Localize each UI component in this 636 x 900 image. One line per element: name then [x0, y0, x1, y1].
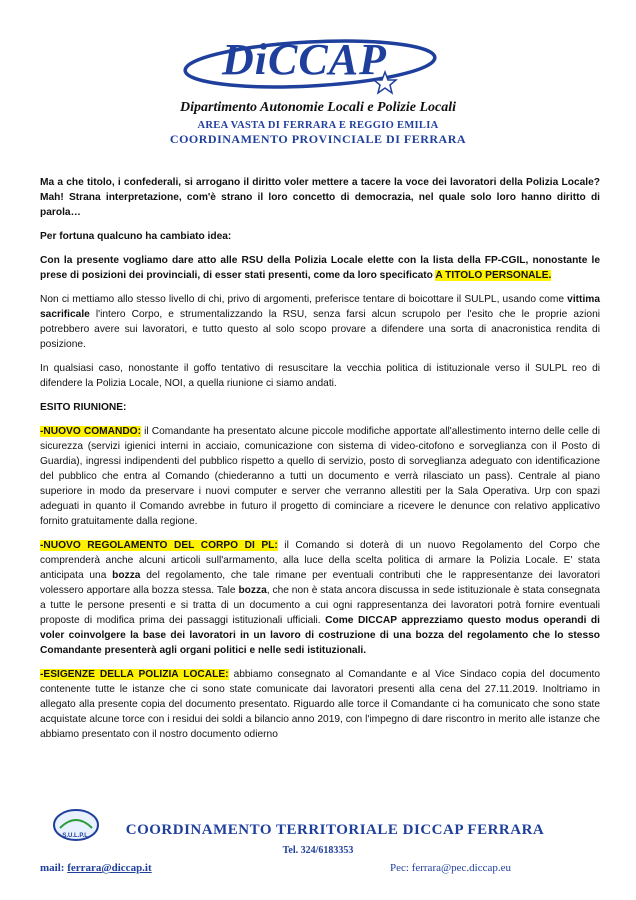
paragraph-4-emphasis: vittima sacrificale	[40, 294, 600, 320]
new-command-highlight: -NUOVO COMANDO:	[40, 426, 141, 437]
logo-text: DiCCAP	[222, 35, 387, 84]
paragraph-5: In qualsiasi caso, nonostante il goffo tentativo di resuscitare la vecchia politica di istituzionale verso il SULPL reo di difendere la Polizia Locale, NOI, a quella riunione ci siamo andati.	[40, 363, 600, 389]
police-needs-highlight: -ESIGENZE DELLA POLIZIA LOCALE:	[40, 669, 229, 680]
paragraph-2: Per fortuna qualcuno ha cambiato idea:	[40, 231, 232, 242]
sulpl-logo	[52, 806, 100, 844]
new-command-text: il Comandante ha presentato alcune piccole modifiche apportate all'allestimento interno delle celle di sicurezza (servizi igienici interni in acciaio, comunicazione con sistema di video-citofono e sorveglianza con il Posto di Guardia), ingressi indipendenti del pubblico rispetto a quello di servizio, posto di sorveglianza adeguato con identificazione del pubblico che entra al Comando (chiederanno a tutti un documento e verrà rilasciato un pass). Centrale al piano superiore in modo da preservare i nuovi computer e server che verranno allestiti per la Sala Operativa. Urp con spazi adeguati in quanto il Comando avrebbe in futuro il progetto di cominciare a ricevere le denunce con relativo applicativo fornito gratuitamente dalla regione.	[40, 426, 600, 527]
letter-body	[40, 175, 600, 751]
paragraph-4-text-a: Non ci mettiamo allo stesso livello di chi, privo di argomenti, preferisce tentare di boicottare il SULPL, usando come	[40, 294, 568, 305]
sulpl-text: S.U.L.P.L.	[62, 833, 90, 839]
footer-pec[interactable]: Pec: ferrara@pec.diccap.eu	[390, 862, 511, 874]
paragraph-police-needs	[40, 667, 600, 742]
mail-label: mail:	[40, 862, 68, 874]
new-regulation-text-a: il Comando si doterà di un nuovo Regolamento del Corpo che comprenderà anche alcuni articoli sull'armamento, alla luce della scelta politica di armare la Polizia Locale. E' stata anticipata una	[40, 540, 600, 581]
paragraph-4	[40, 292, 600, 352]
mail-link[interactable]: ferrara@diccap.it	[67, 862, 152, 874]
paragraph-4-text-c: l'intero Corpo, e strumentalizzando la RSU, senza farsi alcun scrupolo per l'esito che le proprie azioni potrebbero avere sui lavoratori, e tutto questo al solo scopo provare a difendere una sorta di anacronistica rendita di posizione.	[40, 309, 600, 350]
paragraph-1: Ma a che titolo, i confederali, si arrogano il diritto voler mettere a tacere la voce dei lavoratori della Polizia Locale? Mah! Strana interpretazione, com'è strano il loro concetto di democrazia, nel quale solo loro hanno diritto di parola…	[40, 177, 600, 218]
draft-emphasis-1: bozza	[112, 570, 141, 581]
footer-phone: Tel. 324/6183353	[282, 845, 354, 856]
new-regulation-conclusion: Come DICCAP apprezziamo questo modus operandi di voler coinvolgere la base dei lavoratori in un lavoro di costruzione di una bozza del regolamento che lo stesso Comandante presenterà agli organi politici e nelle sedi istituzionali.	[40, 615, 600, 656]
new-regulation-text-c: del regolamento, che tale rimane per eventuali contributi che le rappresentanze dei lavoratori volessero apportare alla bozza stessa. Tale	[40, 570, 600, 596]
coordination-title: COORDINAMENTO PROVINCIALE DI FERRARA	[169, 132, 467, 146]
meeting-outcome-heading: ESITO RIUNIONE:	[40, 402, 127, 413]
department-title: Dipartimento Autonomie Locali e Polizie Locali	[180, 100, 456, 115]
draft-emphasis-2: bozza	[238, 585, 267, 596]
paragraph-new-regulation	[40, 538, 600, 658]
new-regulation-highlight: -NUOVO REGOLAMENTO DEL CORPO DI PL:	[40, 540, 278, 551]
footer-title: COORDINAMENTO TERRITORIALE DICCAP FERRARA	[125, 822, 545, 838]
footer-mail	[40, 862, 152, 874]
police-needs-text: abbiamo consegnato al Comandante e al Vice Sindaco copia del documento contenente tutte le istanze che ci sono state comunicate dai lavoratori presenti alla cena del 27.11.2019. Inoltriamo in allegato alla presente copia del documento presentato. Riguardo alle torce il Comandante ci ha comunicato che sono state acquistate alcune torce con i residui dei soldi a bilancio anno 2019, con l'impegno di dare riscontro in merito alle istanze che abbiamo presentato con il nostro documento odierno	[40, 669, 600, 740]
diccap-logo	[180, 16, 440, 108]
new-regulation-text-e: , che non è stata ancora discussa in sede istituzionale è stata consegnata a tutte le persone presenti e si tratta di un documento a cui ogni rappresentanza dei lavoratori potrà fornire eventuali proposte di modifica prima dei passaggi istituzionali ufficiali.	[40, 585, 601, 626]
paragraph-new-command	[40, 424, 600, 529]
sulpl-badge-icon	[52, 806, 100, 844]
personal-title-highlight: A TITOLO PERSONALE.	[435, 270, 552, 281]
paragraph-3-text: Con la presente vogliamo dare atto alle RSU della Polizia Locale elette con la lista della FP-CGIL, nonostante le prese di posizioni dei provinciali, di esser stati presenti, come da loro specificato	[40, 255, 600, 281]
paragraph-3	[40, 253, 600, 283]
area-subtitle: AREA VASTA DI FERRARA E REGGIO EMILIA	[197, 120, 439, 131]
